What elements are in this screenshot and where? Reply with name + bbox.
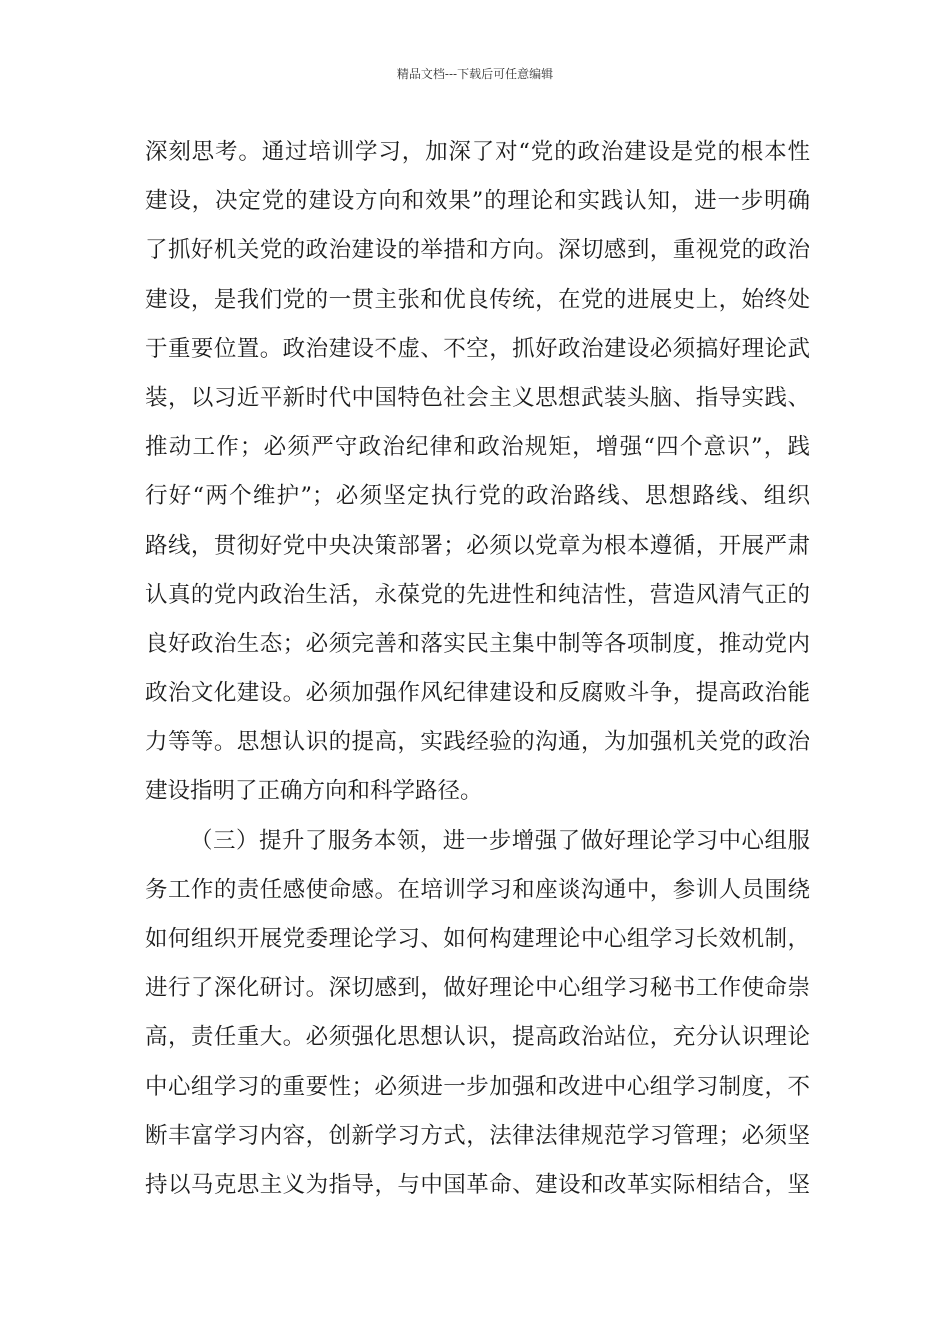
text-line: 建设指明了正确方向和科学路径。 [145, 778, 483, 805]
text-line: 高，责任重大。必须强化思想认识，提高政治站位，充分认识理论 [145, 1024, 810, 1051]
text-line: 进行了深化研讨。深切感到，做好理论中心组学习秘书工作使命崇 [145, 975, 810, 1002]
text-line: 于重要位置。政治建设不虚、不空，抓好政治建设必须搞好理论武 [145, 335, 810, 362]
text-line: 建设，决定党的建设方向和效果”的理论和实践认知，进一步明确 [145, 188, 810, 215]
text-line: 深刻思考。通过培训学习，加深了对“党的政治建设是党的根本性 [145, 139, 810, 165]
text-line: 认真的党内政治生活，永葆党的先进性和纯洁性，营造风清气正的 [145, 581, 810, 608]
text-line: 如何组织开展党委理论学习、如何构建理论中心组学习长效机制， [145, 926, 810, 952]
paragraph [145, 128, 810, 817]
page-header: 精品文档---下载后可任意编辑 [396, 67, 554, 81]
text-line: 路线，贯彻好党中央决策部署；必须以党章为根本遵循，开展严肃 [145, 532, 810, 559]
text-line: 装，以习近平新时代中国特色社会主义思想武装头脑、指导实践、 [145, 384, 810, 411]
text-line: 务工作的责任感使命感。在培训学习和座谈沟通中，参训人员围绕 [145, 876, 810, 903]
text-line: 力等等。思想认识的提高，实践经验的沟通，为加强机关党的政治 [145, 729, 810, 756]
paragraph [145, 817, 810, 1211]
text-line: 推动工作；必须严守政治纪律和政治规矩，增强“四个意识”，践 [145, 434, 810, 461]
text-line: 断丰富学习内容，创新学习方式，法律法律规范学习管理；必须坚 [145, 1122, 810, 1149]
document-body [145, 128, 810, 1210]
text-line: 建设，是我们党的一贯主张和优良传统，在党的进展史上，始终处 [145, 286, 810, 313]
text-line: 良好政治生态；必须完善和落实民主集中制等各项制度，推动党内 [145, 630, 810, 657]
text-line: （三）提升了服务本领，进一步增强了做好理论学习中心组服 [190, 827, 810, 854]
text-line: 了抓好机关党的政治建设的举措和方向。深切感到，重视党的政治 [145, 237, 810, 264]
text-line: 行好“两个维护”；必须坚定执行党的政治路线、思想路线、组织 [145, 483, 810, 510]
text-line: 政治文化建设。必须加强作风纪律建设和反腐败斗争，提高政治能 [145, 680, 810, 707]
text-line: 中心组学习的重要性；必须进一步加强和改进中心组学习制度，不 [145, 1073, 810, 1100]
text-line: 持以马克思主义为指导，与中国革命、建设和改革实际相结合，坚 [145, 1171, 810, 1198]
